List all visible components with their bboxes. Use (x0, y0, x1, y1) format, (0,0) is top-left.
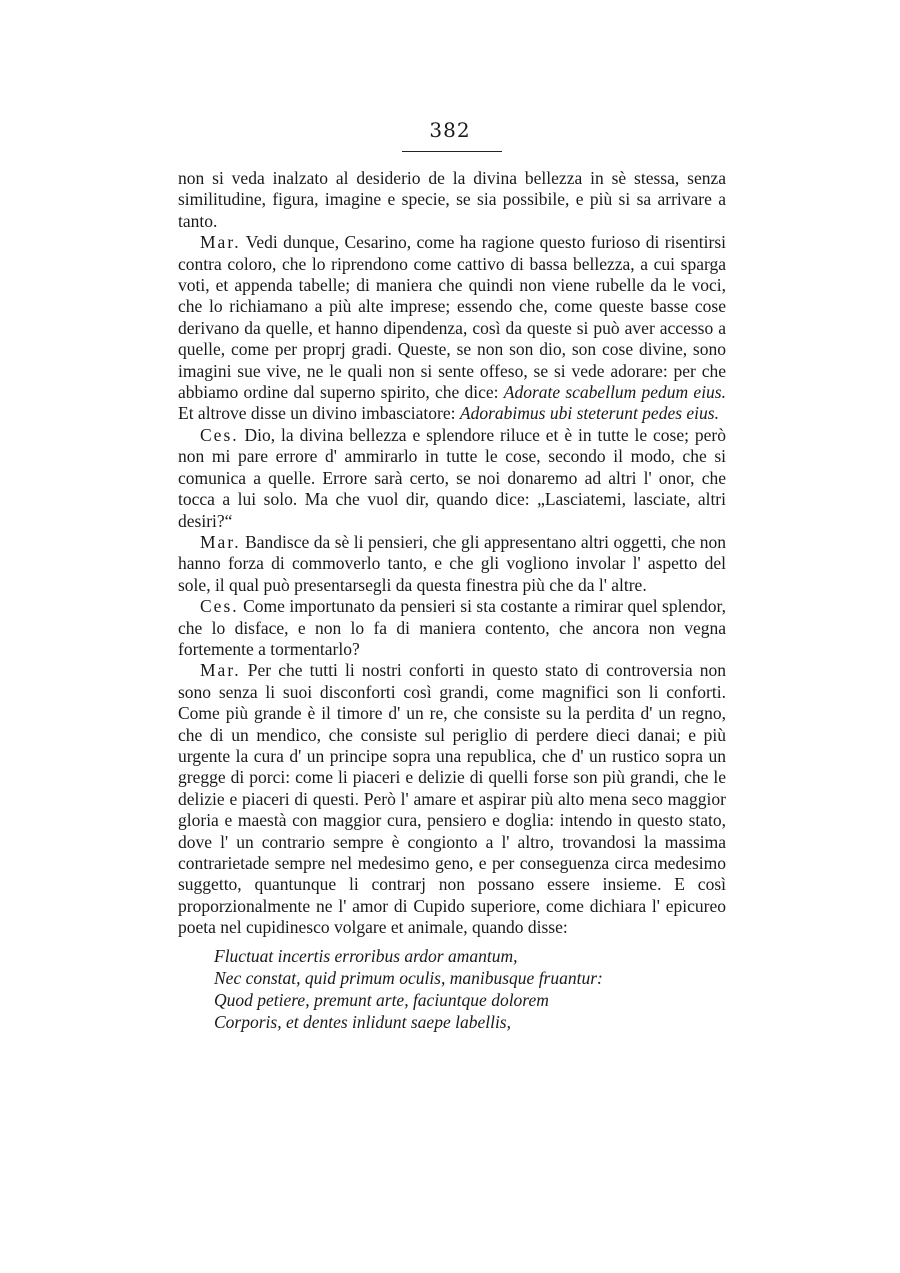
latin-quote: Adorabimus ubi steterunt pedes eius. (459, 403, 719, 424)
verse-quotation (214, 945, 726, 1033)
speaker-label: Mar. (200, 232, 241, 253)
page-number: 382 (429, 118, 471, 142)
speaker-label: Mar. (200, 660, 241, 681)
paragraph-dialogue (178, 232, 726, 425)
verse-line: Nec constat, quid primum oculis, manibusque fruantur: (214, 967, 603, 988)
header-rule (402, 151, 502, 152)
paragraph-dialogue (178, 532, 726, 596)
verse-line: Corporis, et dentes inlidunt saepe labellis, (214, 1011, 511, 1032)
paragraph-dialogue (178, 425, 726, 532)
paragraph-dialogue (178, 596, 726, 660)
speaker-label: Ces. (200, 424, 239, 445)
paragraph-text: Per che tutti li nostri conforti in questo stato di controversia non sono senza li suoi disconforti così grandi, come magnifici son li conforti. Come più grande è il timore d' un re, che consiste su la perdita d' un regno, che di un mendico, che consiste sul periglio di perdere dieci danai; e più urgente la cura d' un principe sopra una republica, che d' un rustico sopra un gregge di porci: come li piaceri e delizie di quelli forse son più grandi, che le delizie e piaceri di questi. Però l' amare et aspirar più alto mena seco maggior gloria e maestà con maggior cura, pensiero e doglia: intendo in questo stato, dove l' un contrario sempre è congionto a l' altro, trovandosi la massima contrarietade sempre nel medesimo geno, e per conseguenza circa medesimo suggetto, quantunque li contrarj non possano essere insieme. E così proporzionalmente ne l' amor di Cupido superiore, come dichiara l' epicureo poeta nel cupidinesco volgare et animale, quando disse: (178, 660, 726, 938)
paragraph-text: Come importunato da pensieri si sta costante a rimirar quel splendor, che lo disface, e non lo fa di maniera contento, che ancora non vegna fortemente a tormentarlo? (178, 596, 727, 659)
paragraph-dialogue (178, 660, 726, 938)
verse-line: Fluctuat incertis erroribus ardor amantum, (214, 945, 518, 966)
paragraph-text: Et altrove disse un divino imbasciatore: (178, 403, 456, 424)
paragraph-text: Dio, la divina bellezza e splendore riluce et è in tutte le cose; però non mi pare errore d' ammirarlo in tutte le cose, secondo il modo, che si comunica a quelle. Errore sarà certo, se noi donaremo ad altri l' onor, che tocca a lui solo. Ma che vuol dir, quando dice: „Lasciatemi, lasciate, altri desiri?“ (178, 424, 726, 531)
verse-line: Quod petiere, premunt arte, faciuntque dolorem (214, 989, 549, 1010)
paragraph-continuation (178, 168, 726, 232)
paragraph-text: Vedi dunque, Cesarino, come ha ragione questo furioso di risentirsi contra coloro, che lo riprendono come cattivo di bassa bellezza, a cui sparga voti, et appenda tabelle; di maniera che quindi non viene rubelle da le voci, che lo richiamano a più alte imprese; essendo che, come queste basse cose derivano da quelle, et hanno dipendenza, così da queste si può aver accesso a quelle, come per proprj gradi. Queste, se non son dio, son cose divine, sono imagini sue vive, ne le quali non si sente offeso, se si vede adorare: per che abbiamo ordine dal superno spirito, che dice: (178, 232, 727, 403)
paragraph-text: non si veda inalzato al desiderio de la divina bellezza in sè stessa, senza similitudine, figura, imagine e specie, se sia possibile, e più si sa arrivare a tanto. (178, 168, 726, 231)
speaker-label: Ces. (200, 596, 239, 617)
speaker-label: Mar. (200, 531, 241, 552)
paragraph-text: Bandisce da sè li pensieri, che gli appresentano altri oggetti, che non hanno forza di commoverlo tanto, e che gli vogliono involar l' aspetto del sole, il qual può presentarsegli da questa finestra più che da l' altre. (178, 531, 727, 595)
latin-quote: Adorate scabellum pedum eius. (503, 382, 726, 403)
body-text (178, 168, 726, 1033)
